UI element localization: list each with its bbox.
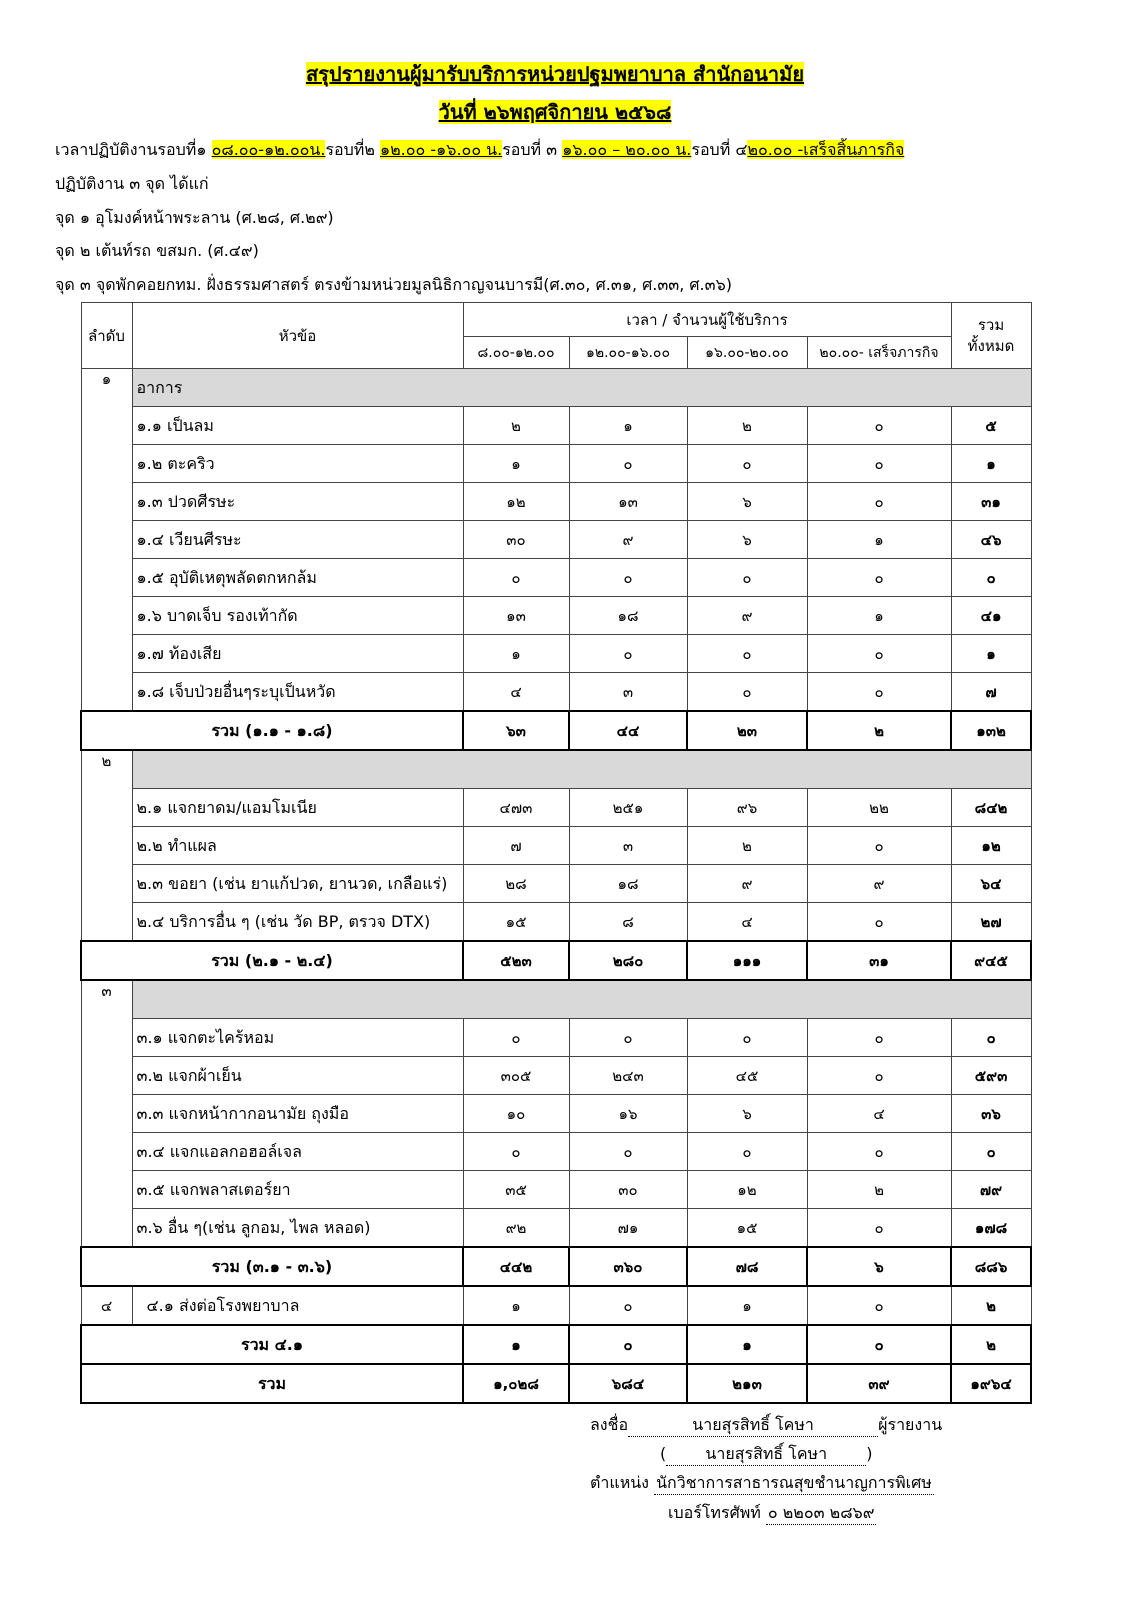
header-grand-total bbox=[951, 303, 1031, 369]
item-label: ๑.๖ บาดเจ็บ รองเท้ากัด bbox=[132, 597, 463, 635]
item-value: ๐ bbox=[687, 635, 807, 673]
item-total: ๔๑ bbox=[951, 597, 1031, 635]
points-intro: ปฏิบัติงาน ๓ จุด ได้แก่ bbox=[55, 174, 209, 193]
item-value: ๑ bbox=[687, 1286, 807, 1325]
section-number: ๒ bbox=[81, 750, 132, 941]
item-value: ๐ bbox=[569, 559, 687, 597]
header-period-1: ๘.๐๐-๑๒.๐๐ bbox=[463, 337, 569, 369]
item-value: ๑ bbox=[463, 1286, 569, 1325]
item-value: ๐ bbox=[687, 1133, 807, 1171]
close-paren: ) bbox=[866, 1444, 873, 1463]
table-row bbox=[81, 635, 1031, 673]
item-value: ๐ bbox=[463, 1019, 569, 1057]
open-paren: ( bbox=[660, 1444, 667, 1463]
subtotal-row-value: ๔๔ bbox=[569, 711, 687, 750]
section-heading bbox=[132, 980, 1031, 1019]
shift-4-time: ๒๐.๐๐ -เสร็จสิ้นภารกิจ bbox=[747, 140, 905, 159]
grand-total-row-value: ๓๙ bbox=[807, 1364, 951, 1403]
item-value: ๑๖ bbox=[569, 1095, 687, 1133]
item-value: ๑๕ bbox=[463, 903, 569, 942]
item-value: ๐ bbox=[807, 1057, 951, 1095]
table-row bbox=[81, 827, 1031, 865]
item-total: ๖๔ bbox=[951, 865, 1031, 903]
item-total: ๐ bbox=[951, 1133, 1031, 1171]
subtotal-row-total: ๒ bbox=[951, 1325, 1031, 1364]
item-label: ๑.๗ ท้องเสีย bbox=[132, 635, 463, 673]
item-label: ๒.๒ ทำแผล bbox=[132, 827, 463, 865]
section-number: ๓ bbox=[81, 980, 132, 1247]
subtotal-row-value: ๖๓ bbox=[463, 711, 569, 750]
item-total: ๕ bbox=[951, 407, 1031, 445]
item-value: ๔๗๓ bbox=[463, 789, 569, 827]
item-value: ๐ bbox=[569, 1133, 687, 1171]
subtotal-row-value: ๒๘๐ bbox=[569, 941, 687, 980]
item-total: ๘๔๒ bbox=[951, 789, 1031, 827]
section-heading-row bbox=[81, 980, 1031, 1019]
item-label: ๓.๕ แจกพลาสเตอร์ยา bbox=[132, 1171, 463, 1209]
grand-total-row bbox=[81, 1364, 1031, 1403]
phone-label: เบอร์โทรศัพท์ bbox=[668, 1503, 766, 1522]
grand-total-row-value: ๑,๐๒๘ bbox=[463, 1364, 569, 1403]
item-value: ๐ bbox=[687, 1019, 807, 1057]
header-period-4: ๒๐.๐๐- เสร็จภารกิจ bbox=[807, 337, 951, 369]
signature-line bbox=[590, 1413, 942, 1437]
item-label: ๓.๔ แจกแอลกอฮอล์เจล bbox=[132, 1133, 463, 1171]
item-label: ๑.๘ เจ็บป่วยอื่นๆระบุเป็นหวัด bbox=[132, 673, 463, 712]
grand-total-row-label: รวม bbox=[81, 1364, 463, 1403]
subtotal-row-value: ๕๒๓ bbox=[463, 941, 569, 980]
report-title-line bbox=[0, 60, 1110, 88]
item-value: ๓๐ bbox=[463, 521, 569, 559]
item-value: ๒ bbox=[687, 827, 807, 865]
item-value: ๙ bbox=[687, 597, 807, 635]
header-total-line-2: ทั้งหมด bbox=[967, 336, 1015, 355]
item-value: ๓๕ bbox=[463, 1171, 569, 1209]
item-total: ๐ bbox=[951, 1019, 1031, 1057]
item-total: ๓๖ bbox=[951, 1095, 1031, 1133]
item-value: ๐ bbox=[569, 635, 687, 673]
item-label: ๑.๒ ตะคริว bbox=[132, 445, 463, 483]
subtotal-row-value: ๐ bbox=[807, 1325, 951, 1364]
item-total: ๔๖ bbox=[951, 521, 1031, 559]
item-value: ๒ bbox=[463, 407, 569, 445]
item-value: ๐ bbox=[807, 1209, 951, 1248]
point-1: จุด ๑ อุโมงค์หน้าพระลาน (ศ.๒๘, ศ.๒๙) bbox=[55, 208, 334, 227]
table-row bbox=[81, 903, 1031, 942]
item-value: ๐ bbox=[569, 445, 687, 483]
item-label: ๑.๓ ปวดศีรษะ bbox=[132, 483, 463, 521]
item-value: ๑ bbox=[463, 635, 569, 673]
table-row bbox=[81, 1095, 1031, 1133]
section-heading: อาการ bbox=[132, 369, 1031, 407]
item-value: ๒๒ bbox=[807, 789, 951, 827]
item-value: ๐ bbox=[687, 445, 807, 483]
table-row bbox=[81, 559, 1031, 597]
point-3: จุด ๓ จุดพักคอยกทม. ฝั่งธรรมศาสตร์ ตรงข้ามหน่วยมูลนิธิกาญจนบารมี(ศ.๓๐, ศ.๓๑, ศ.๓๓, ศ.๓๖) bbox=[55, 275, 732, 294]
item-value: ๗๑ bbox=[569, 1209, 687, 1248]
shift-2-time: ๑๒.๐๐ -๑๖.๐๐ น. bbox=[379, 140, 503, 159]
item-value: ๐ bbox=[687, 673, 807, 712]
item-label: ๓.๓ แจกหน้ากากอนามัย ถุงมือ bbox=[132, 1095, 463, 1133]
item-total: ๓๑ bbox=[951, 483, 1031, 521]
shift-4-label: รอบที่ ๔ bbox=[691, 140, 748, 159]
item-value: ๑๕ bbox=[687, 1209, 807, 1248]
subtotal-row bbox=[81, 941, 1031, 980]
table-row bbox=[81, 1133, 1031, 1171]
subtotal-row-value: ๒๓ bbox=[687, 711, 807, 750]
subtotal-row bbox=[81, 1325, 1031, 1364]
table-row bbox=[81, 1019, 1031, 1057]
item-label: ๑.๔ เวียนศีรษะ bbox=[132, 521, 463, 559]
item-total: ๐ bbox=[951, 559, 1031, 597]
subtotal-row-value: ๔๔๒ bbox=[463, 1247, 569, 1286]
section-heading-row bbox=[81, 750, 1031, 789]
item-value: ๖ bbox=[687, 483, 807, 521]
item-value: ๐ bbox=[687, 559, 807, 597]
printed-name: นายสุรสิทธิ์ โคษา bbox=[666, 1443, 866, 1466]
shift-2-label: รอบที่๒ bbox=[325, 140, 380, 159]
item-value: ๗ bbox=[463, 827, 569, 865]
subtotal-row-label: รวม (๓.๑ - ๓.๖) bbox=[81, 1247, 463, 1286]
shift-1-label: เวลาปฏิบัติงานรอบที่๑ bbox=[55, 140, 212, 159]
signer-name: นายสุรสิทธิ์ โคษา bbox=[628, 1414, 878, 1437]
item-value: ๑๒ bbox=[463, 483, 569, 521]
item-value: ๓๐ bbox=[569, 1171, 687, 1209]
report-date: วันที่ ๒๖พฤศจิกายน ๒๕๖๘ bbox=[438, 100, 672, 124]
item-total: ๕๙๓ bbox=[951, 1057, 1031, 1095]
item-value: ๐ bbox=[569, 1286, 687, 1325]
subtotal-row-value: ๖ bbox=[807, 1247, 951, 1286]
item-value: ๐ bbox=[463, 559, 569, 597]
header-row-1 bbox=[81, 303, 1031, 337]
item-value: ๑ bbox=[569, 407, 687, 445]
subtotal-row bbox=[81, 711, 1031, 750]
report-title: สรุปรายงานผู้มารับบริการหน่วยปฐมพยาบาล สำนักอนามัย bbox=[305, 62, 805, 86]
item-label: ๓.๖ อื่น ๆ(เช่น ลูกอม, ไพล หลอด) bbox=[132, 1209, 463, 1248]
subtotal-row-label: รวม ๔.๑ bbox=[81, 1325, 463, 1364]
table-row bbox=[81, 673, 1031, 712]
shift-times-line bbox=[55, 137, 1115, 163]
item-total: ๑๒ bbox=[951, 827, 1031, 865]
subtotal-row-label: รวม (๑.๑ - ๑.๘) bbox=[81, 711, 463, 750]
phone-value: ๐ ๒๒๐๓ ๒๘๖๙ bbox=[766, 1502, 877, 1525]
item-value: ๑ bbox=[807, 597, 951, 635]
item-value: ๙๖ bbox=[687, 789, 807, 827]
item-value: ๖ bbox=[687, 1095, 807, 1133]
item-value: ๑๒ bbox=[687, 1171, 807, 1209]
item-value: ๐ bbox=[569, 1019, 687, 1057]
phone-line bbox=[668, 1501, 876, 1525]
shift-1-time: ๐๘.๐๐-๑๒.๐๐น. bbox=[211, 140, 326, 159]
item-value: ๙๒ bbox=[463, 1209, 569, 1248]
grand-total-row-total: ๑๙๖๔ bbox=[951, 1364, 1031, 1403]
position-line bbox=[590, 1471, 934, 1495]
grand-total-row-value: ๒๑๓ bbox=[687, 1364, 807, 1403]
item-value: ๐ bbox=[807, 827, 951, 865]
subtotal-row-total: ๘๘๖ bbox=[951, 1247, 1031, 1286]
item-label: ๑.๑ เป็นลม bbox=[132, 407, 463, 445]
sign-label: ลงชื่อ bbox=[590, 1415, 629, 1434]
position-value: นักวิชาการสาธารณสุขชำนาญการพิเศษ bbox=[654, 1472, 934, 1495]
item-total: ๑๗๘ bbox=[951, 1209, 1031, 1248]
item-value: ๔ bbox=[463, 673, 569, 712]
subtotal-row-total: ๑๓๒ bbox=[951, 711, 1031, 750]
item-value: ๒๘ bbox=[463, 865, 569, 903]
item-value: ๙ bbox=[569, 521, 687, 559]
subtotal-row-value: ๓๖๐ bbox=[569, 1247, 687, 1286]
item-total: ๑ bbox=[951, 445, 1031, 483]
section-heading-row bbox=[81, 369, 1031, 407]
table-row bbox=[81, 1209, 1031, 1248]
item-label: ๒.๓ ขอยา (เช่น ยาแก้ปวด, ยานวด, เกลือแร่) bbox=[132, 865, 463, 903]
item-value: ๐ bbox=[807, 635, 951, 673]
item-value: ๐ bbox=[807, 903, 951, 942]
item-label: ๓.๒ แจกผ้าเย็น bbox=[132, 1057, 463, 1095]
table-row bbox=[81, 521, 1031, 559]
item-value: ๓ bbox=[569, 673, 687, 712]
item-value: ๔ bbox=[687, 903, 807, 942]
item-label: ๒.๑ แจกยาดม/แอมโมเนีย bbox=[132, 789, 463, 827]
item-value: ๐ bbox=[807, 483, 951, 521]
item-value: ๐ bbox=[807, 407, 951, 445]
item-total: ๗๙ bbox=[951, 1171, 1031, 1209]
section-heading bbox=[132, 750, 1031, 789]
table-row bbox=[81, 483, 1031, 521]
item-value: ๓๐๕ bbox=[463, 1057, 569, 1095]
position-label: ตำแหน่ง bbox=[590, 1473, 655, 1492]
item-value: ๐ bbox=[807, 673, 951, 712]
subtotal-row-label: รวม (๒.๑ - ๒.๔) bbox=[81, 941, 463, 980]
subtotal-row-value: ๑ bbox=[687, 1325, 807, 1364]
table-header bbox=[81, 303, 1031, 369]
report-date-line bbox=[0, 98, 1110, 126]
item-value: ๐ bbox=[807, 559, 951, 597]
shift-3-time: ๑๖.๐๐ – ๒๐.๐๐ น. bbox=[562, 140, 692, 159]
item-value: ๙ bbox=[687, 865, 807, 903]
item-value: ๑๓ bbox=[569, 483, 687, 521]
item-value: ๑๐ bbox=[463, 1095, 569, 1133]
item-total: ๑ bbox=[951, 635, 1031, 673]
item-value: ๐ bbox=[807, 445, 951, 483]
item-value: ๐ bbox=[463, 1133, 569, 1171]
header-time-group: เวลา / จำนวนผู้ใช้บริการ bbox=[463, 303, 951, 337]
item-total: ๒๗ bbox=[951, 903, 1031, 942]
item-value: ๒ bbox=[687, 407, 807, 445]
item-value: ๔๕ bbox=[687, 1057, 807, 1095]
table-row bbox=[81, 1057, 1031, 1095]
printed-name-line bbox=[660, 1442, 873, 1466]
header-total-line-1: รวม bbox=[977, 315, 1005, 334]
service-report-table bbox=[80, 302, 1032, 1404]
item-value: ๘ bbox=[569, 903, 687, 942]
section-number: ๑ bbox=[81, 369, 132, 712]
table-row bbox=[81, 445, 1031, 483]
item-label: ๒.๔ บริการอื่น ๆ (เช่น วัด BP, ตรวจ DTX) bbox=[132, 903, 463, 942]
role-label: ผู้รายงาน bbox=[878, 1415, 943, 1434]
subtotal-row-value: ๑ bbox=[463, 1325, 569, 1364]
table-row bbox=[81, 865, 1031, 903]
item-total: ๒ bbox=[951, 1286, 1031, 1325]
item-total: ๗ bbox=[951, 673, 1031, 712]
item-label: ๓.๑ แจกตะไคร้หอม bbox=[132, 1019, 463, 1057]
item-value: ๑๘ bbox=[569, 597, 687, 635]
item-value: ๔ bbox=[807, 1095, 951, 1133]
subtotal-row-value: ๗๘ bbox=[687, 1247, 807, 1286]
item-value: ๙ bbox=[807, 865, 951, 903]
item-label: ๔.๑ ส่งต่อโรงพยาบาล bbox=[132, 1286, 463, 1325]
item-value: ๑ bbox=[807, 521, 951, 559]
point-2: จุด ๒ เต้นท์รถ ขสมก. (ศ.๔๙) bbox=[55, 241, 259, 260]
shift-3-label: รอบที่ ๓ bbox=[502, 140, 563, 159]
item-value: ๒๕๑ bbox=[569, 789, 687, 827]
table-body bbox=[81, 369, 1031, 1404]
item-value: ๖ bbox=[687, 521, 807, 559]
item-value: ๐ bbox=[807, 1286, 951, 1325]
grand-total-row-value: ๖๘๔ bbox=[569, 1364, 687, 1403]
table-row bbox=[81, 597, 1031, 635]
table-row bbox=[81, 789, 1031, 827]
header-topic: หัวข้อ bbox=[132, 303, 463, 369]
item-value: ๒๔๓ bbox=[569, 1057, 687, 1095]
item-value: ๑ bbox=[463, 445, 569, 483]
subtotal-row bbox=[81, 1247, 1031, 1286]
table-row bbox=[81, 1171, 1031, 1209]
table-row bbox=[81, 407, 1031, 445]
subtotal-row-total: ๙๔๕ bbox=[951, 941, 1031, 980]
item-value: ๑๘ bbox=[569, 865, 687, 903]
table-row bbox=[81, 1286, 1031, 1325]
subtotal-row-value: ๓๑ bbox=[807, 941, 951, 980]
header-period-2: ๑๒.๐๐-๑๖.๐๐ bbox=[569, 337, 687, 369]
item-label: ๑.๕ อุบัติเหตุพลัดตกหกล้ม bbox=[132, 559, 463, 597]
item-value: ๐ bbox=[807, 1133, 951, 1171]
header-no: ลำดับ bbox=[81, 303, 132, 369]
subtotal-row-value: ๒ bbox=[807, 711, 951, 750]
item-value: ๑๓ bbox=[463, 597, 569, 635]
item-value: ๒ bbox=[807, 1171, 951, 1209]
subtotal-row-value: ๑๑๑ bbox=[687, 941, 807, 980]
item-value: ๓ bbox=[569, 827, 687, 865]
header-period-3: ๑๖.๐๐-๒๐.๐๐ bbox=[687, 337, 807, 369]
subtotal-row-value: ๐ bbox=[569, 1325, 687, 1364]
section-number: ๔ bbox=[81, 1286, 132, 1325]
item-value: ๐ bbox=[807, 1019, 951, 1057]
